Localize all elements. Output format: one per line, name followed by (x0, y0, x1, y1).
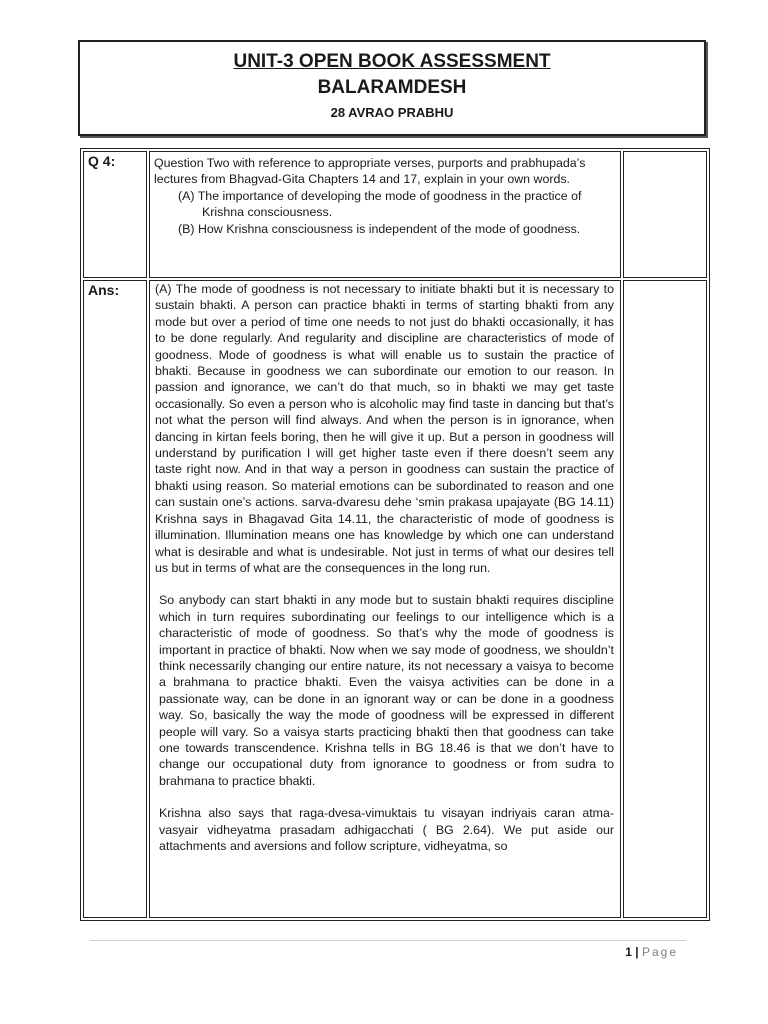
answer-marks-cell (623, 280, 707, 918)
footer-divider (90, 940, 686, 941)
answer-paragraph: So anybody can start bhakti in any mode but to sustain bhakti requires discipline which in turn requires subordinating our feelings to our intelligence which is a characteristic of mode of goodness. So that’s why the mode of goodness is important in practice of bhakti. Now when we say mode of goodness, we shouldn’t think necessarily changing our entire nature, its not necessary a vaisya to become a brahmana to practice bhakti. Even the vaisya activities can be done in a passionate way, can be done in an ignorant way or can be done in a goodness way. So, basically the way the mode of goodness will be expressed in different people will vary. So a vaisya starts practicing bhakti then that goodness can take one towards transcendence. Krishna tells in BG 18.46 is that we don’t have to change our occupational duty from ignorance to goodness or from sudra to brahmana to practice bhakti. (159, 593, 614, 788)
assessment-title: UNIT-3 OPEN BOOK ASSESSMENT (233, 51, 551, 72)
page-footer (625, 945, 678, 959)
student-name: BALARAMDESH (317, 77, 467, 98)
question-marks-cell (623, 151, 707, 278)
question-option-b: (B) How Krishna consciousness is independent of the mode of goodness. (178, 221, 581, 236)
answer-paragraph: (A) The mode of goodness is not necessary to initiate bhakti but it is necessary to sustain bhakti. A person can practice bhakti in terms of starting bhakti from any mode but over a period of time one needs to not just do bhakti occasionally, it has to be done regularly. And regularity and discipline are characteristics of mode of goodness. Mode of goodness is what will enable us to sustain the practice of bhakti. Because in goodness we can subordinate our emotion to our reason. In passion and ignorance, we can’t do that much, so in bhakti we may get taste occasionally. So even a person who is alcoholic may find taste in dancing but that’s not what the person will find always. And when the person is in ignorance, when dancing in kirtan feels boring, then he will give it up. But a person in goodness will understand by purification I will get higher taste even if there doesn’t seem any taste right now. And in that way a person in goodness can sustain the practice of bhakti using reason. So material emotions can be subordinated to reason and one can sustain one’s actions. sarva-dvaresu dehe ‘smin prakasa upajayate (BG 14.11) Krishna says in Bhagavad Gita 14.11, the characteristic of mode of goodness is illumination. Illumination means one has knowledge by which one can understand what is desirable and what is undesirable. Not just in terms of what our desires tell us but in terms of what are the consequences in the long run. (155, 282, 614, 575)
question-label: Q 4: (83, 151, 147, 278)
qa-table (80, 148, 710, 921)
page-number: 1 (625, 945, 632, 959)
question-row (83, 151, 707, 278)
answer-cell (149, 280, 621, 918)
question-cell (149, 151, 621, 278)
question-intro: Question Two with reference to appropriate verses, purports and prabhupada’s lectures from Bhagvad-Gita Chapters 14 and 17, explain in your own words. (154, 156, 586, 187)
question-option-a: (A) The importance of developing the mode of goodness in the practice of Krishna consciousness. (178, 188, 582, 220)
page-separator: | (635, 945, 639, 959)
answer-paragraph: Krishna also says that raga-dvesa-vimuktais tu visayan indriyais caran atma-vasyair vidheyatma prasadam adhigacchati ( BG 2.64). We put aside our attachments and aversions and follow scripture, vidheyatma, so (159, 806, 614, 853)
answer-row (83, 280, 707, 918)
answer-label: Ans: (83, 280, 147, 918)
page-word: Page (641, 945, 678, 959)
header-box (78, 40, 706, 136)
student-roll: 28 AVRAO PRABHU (330, 105, 454, 120)
